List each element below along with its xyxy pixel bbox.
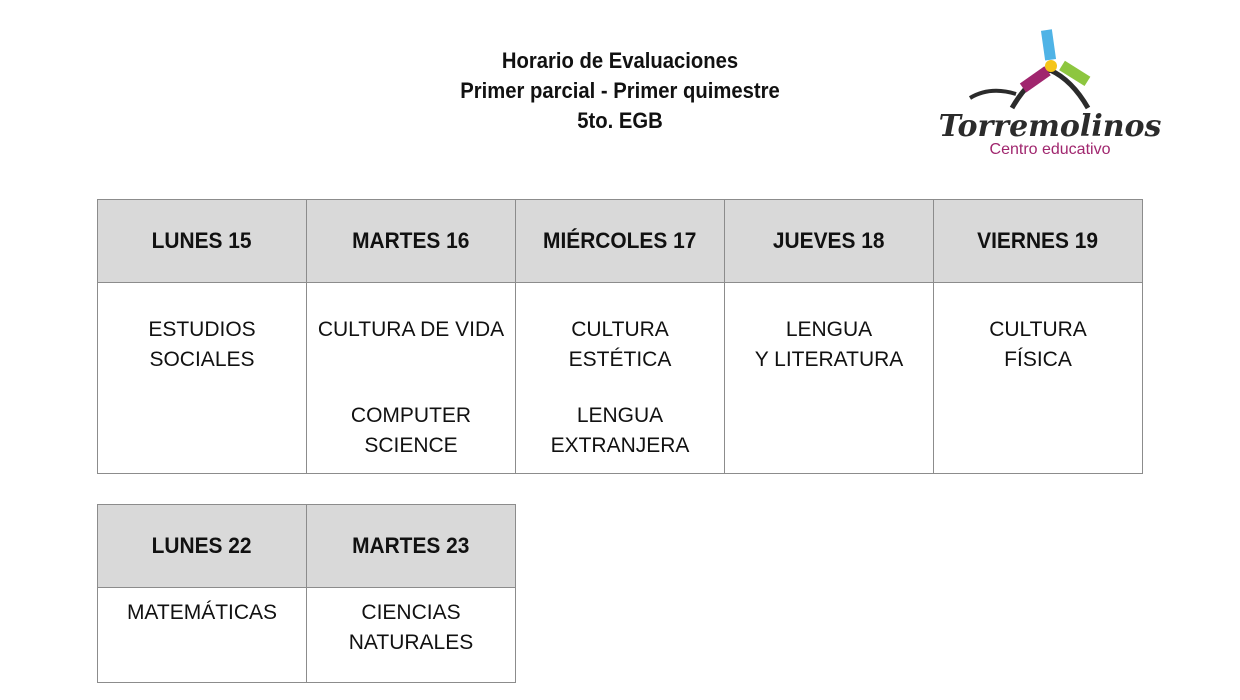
week2-subject-row bbox=[98, 588, 516, 683]
logo-purple-bar bbox=[1020, 66, 1051, 92]
logo-green-bar bbox=[1059, 61, 1090, 86]
subject-line: ESTUDIOS bbox=[148, 318, 256, 341]
day-header-label: MARTES 23 bbox=[352, 533, 470, 558]
subject-line: CIENCIAS bbox=[361, 601, 461, 624]
subject-cell bbox=[98, 588, 307, 683]
day-header bbox=[307, 505, 516, 588]
subject-line: CULTURA bbox=[989, 318, 1087, 341]
subject-line: LENGUA bbox=[576, 404, 664, 427]
day-header-label: VIERNES 19 bbox=[977, 228, 1099, 253]
subject-line: NATURALES bbox=[348, 631, 474, 654]
day-header bbox=[516, 200, 725, 283]
subject-entry bbox=[934, 315, 1142, 375]
logo-center-dot bbox=[1045, 60, 1057, 72]
subject-entry bbox=[725, 315, 933, 375]
subject-cell bbox=[307, 588, 516, 683]
day-header bbox=[307, 200, 516, 283]
subject-line: CULTURA bbox=[571, 318, 669, 341]
subject-line: LENGUA bbox=[785, 318, 873, 341]
day-header-label: MIÉRCOLES 17 bbox=[543, 228, 697, 253]
subject-line: ESTÉTICA bbox=[568, 348, 672, 371]
subject-entry bbox=[98, 598, 306, 628]
subject-cell bbox=[725, 283, 934, 474]
day-header-label: LUNES 15 bbox=[152, 228, 252, 253]
subject-cell bbox=[934, 283, 1143, 474]
subject-entry bbox=[516, 401, 724, 461]
subject-line: SOCIALES bbox=[149, 348, 255, 371]
day-header-label: LUNES 22 bbox=[152, 533, 252, 558]
header-subtitle: Primer parcial - Primer quimestre bbox=[460, 78, 780, 103]
subject-entry bbox=[307, 401, 515, 461]
week1-subject-row bbox=[98, 283, 1143, 474]
week2-header-row bbox=[98, 505, 516, 588]
day-header bbox=[98, 200, 307, 283]
subject-cell bbox=[516, 283, 725, 474]
logo-name: Torremolinos bbox=[938, 109, 1162, 144]
subject-line: EXTRANJERA bbox=[550, 434, 690, 457]
day-header-label: MARTES 16 bbox=[352, 228, 470, 253]
logo-blue-bar bbox=[1041, 29, 1056, 60]
logo-subtitle: Centro educativo bbox=[989, 141, 1111, 158]
subject-line: CULTURA DE VIDA bbox=[317, 318, 505, 341]
subject-cell bbox=[98, 283, 307, 474]
header-title: Horario de Evaluaciones bbox=[501, 48, 739, 73]
week1-schedule-table bbox=[97, 199, 1143, 474]
subject-line: FÍSICA bbox=[1004, 348, 1072, 371]
day-header bbox=[934, 200, 1143, 283]
day-header bbox=[98, 505, 307, 588]
subject-entry bbox=[516, 315, 724, 375]
subject-entry bbox=[307, 598, 515, 658]
subject-line: Y LITERATURA bbox=[754, 348, 904, 371]
logo-swoosh bbox=[970, 91, 1016, 98]
subject-line: MATEMÁTICAS bbox=[126, 601, 278, 624]
school-logo bbox=[938, 28, 1162, 163]
week2-schedule-table bbox=[97, 504, 516, 683]
header-grade: 5to. EGB bbox=[577, 108, 663, 133]
week1-header-row bbox=[98, 200, 1143, 283]
subject-line: COMPUTER bbox=[350, 404, 472, 427]
day-header-label: JUEVES 18 bbox=[773, 228, 885, 253]
subject-line: SCIENCE bbox=[364, 434, 458, 457]
subject-entry bbox=[98, 315, 306, 375]
subject-cell bbox=[307, 283, 516, 474]
subject-entry bbox=[307, 315, 515, 345]
page-header bbox=[390, 46, 850, 136]
day-header bbox=[725, 200, 934, 283]
